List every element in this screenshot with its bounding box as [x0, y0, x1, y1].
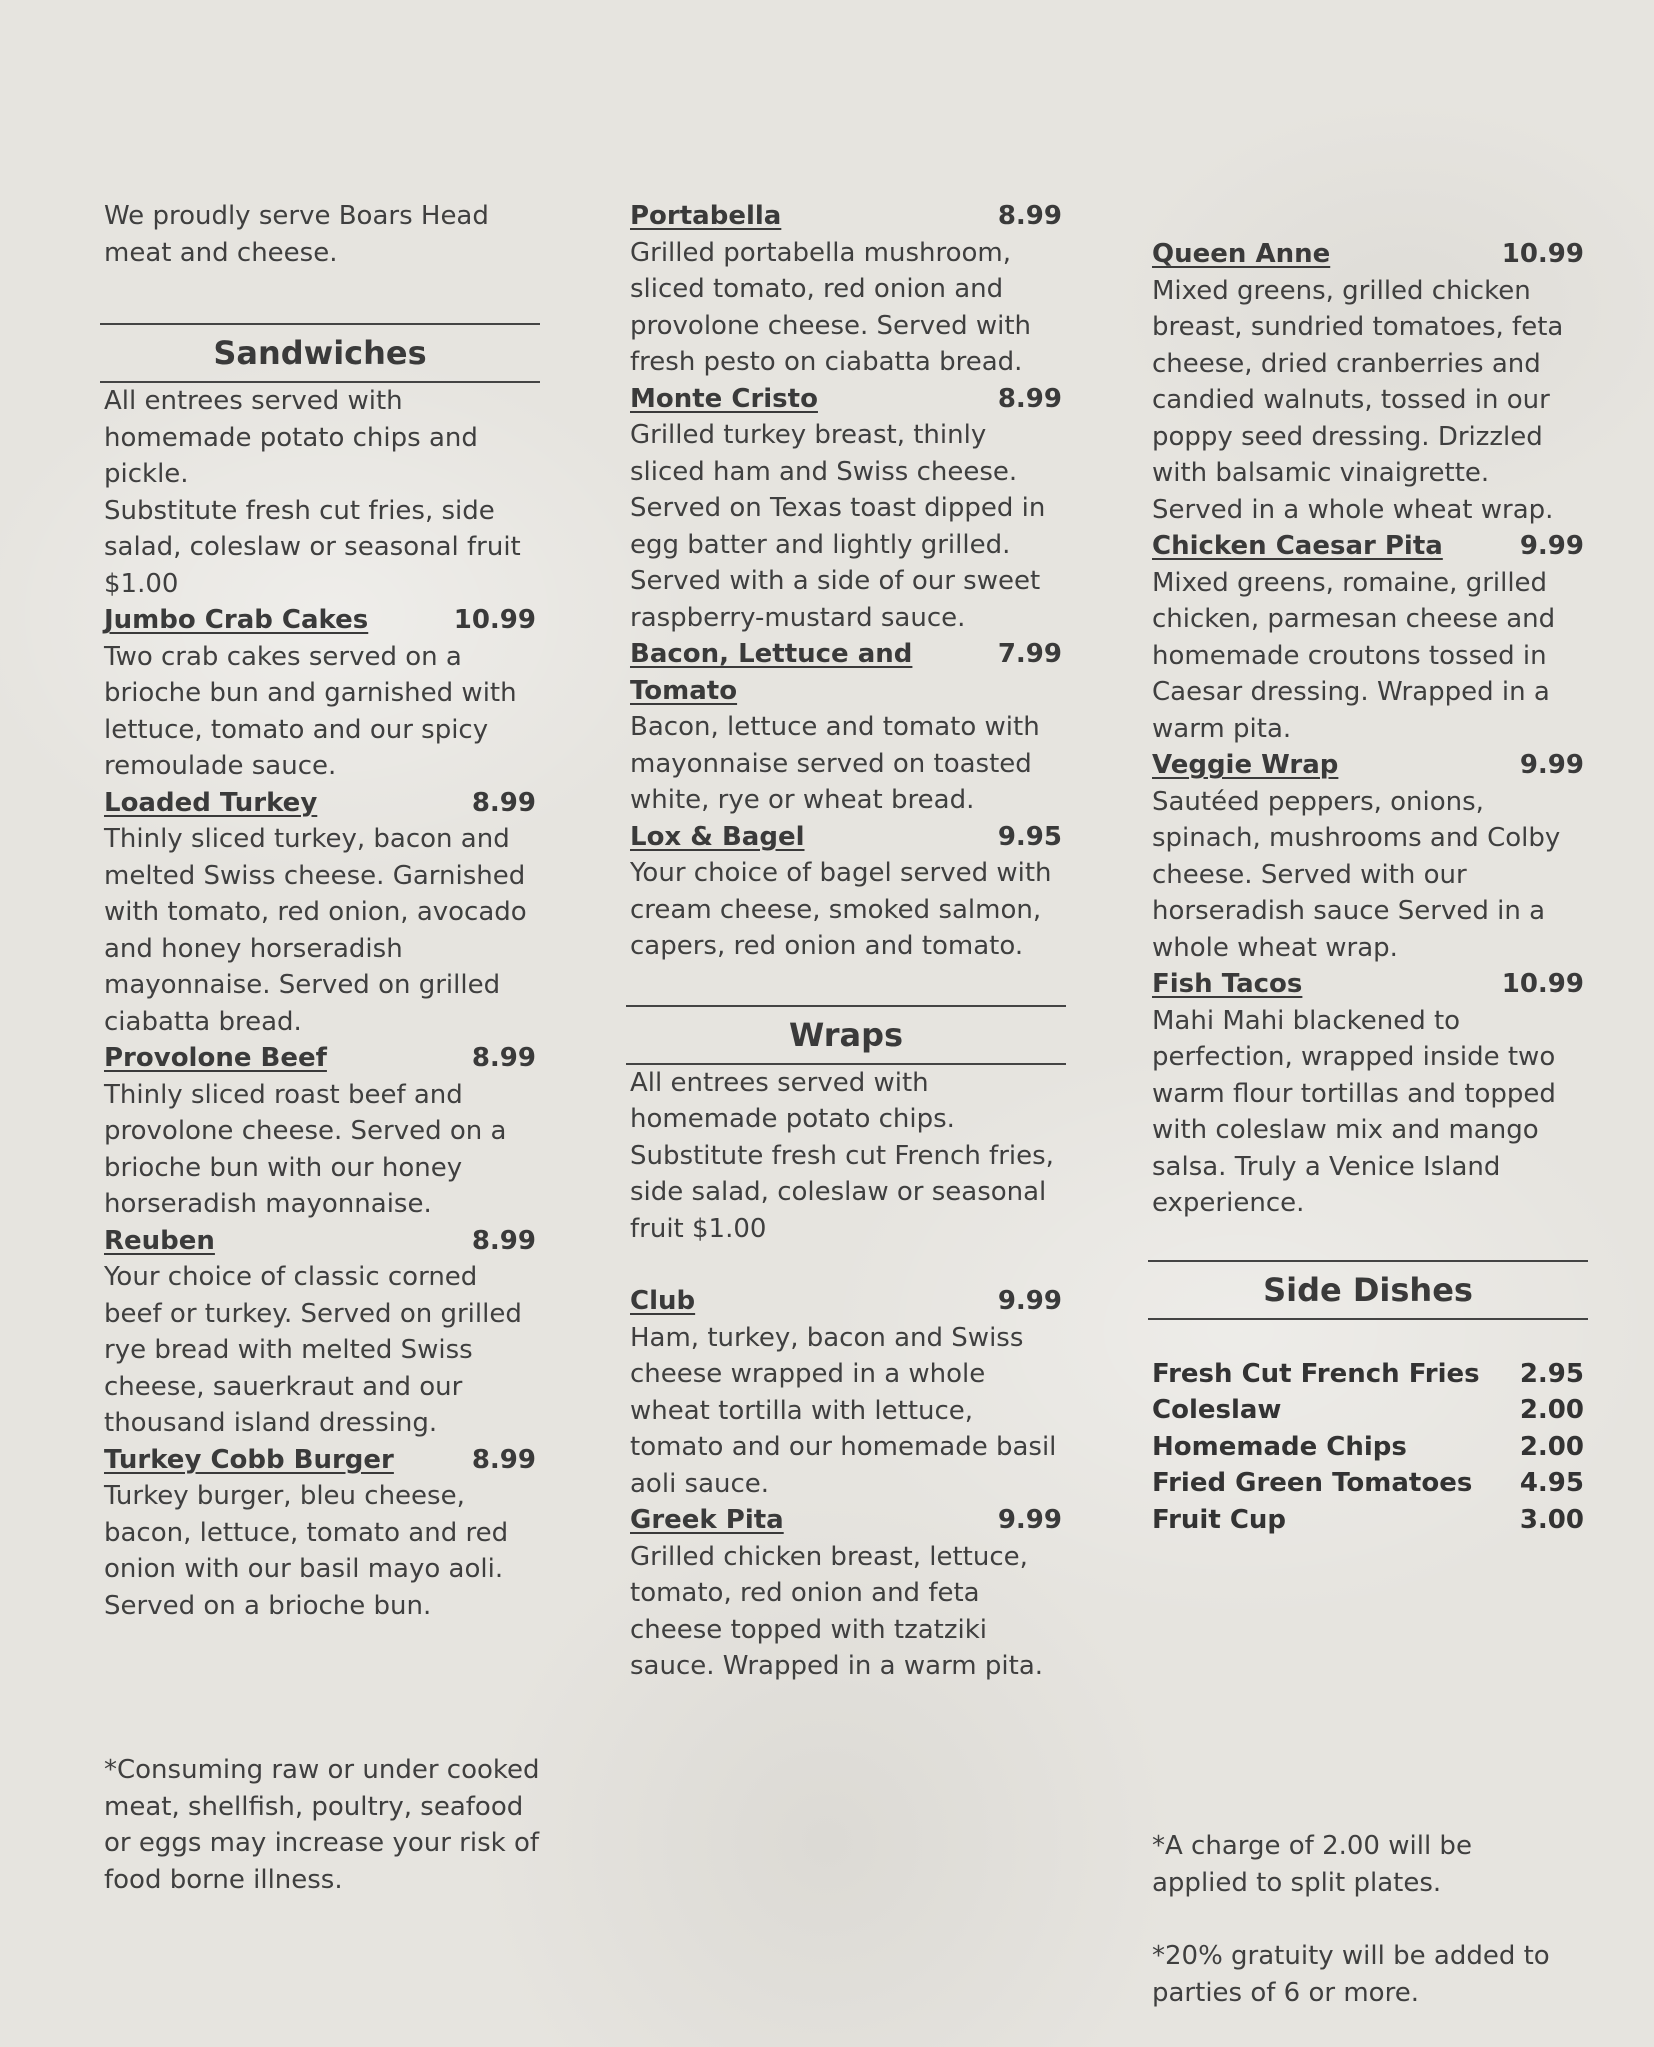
item-name: Queen Anne — [1152, 239, 1331, 269]
item-price: 8.99 — [471, 1043, 536, 1073]
sandwiches-note: All entrees served with homemade potato chips and pickle. — [104, 386, 478, 489]
item-name: Monte Cristo — [630, 383, 818, 414]
item-price: 8.99 — [997, 383, 1062, 414]
side-dish-row — [1152, 1502, 1584, 1539]
side-dish-name: Coleslaw — [1152, 1395, 1282, 1425]
menu-item — [1152, 747, 1584, 966]
menu-item — [104, 1223, 536, 1442]
item-description: Mixed greens, grilled chicken breast, sundried tomatoes, feta cheese, dried cranberries and candied walnuts, tossed in our poppy seed dressing. Drizzled with balsamic vinaigrette. Served in a whole wheat wrap. — [1152, 275, 1564, 525]
item-description: Two crab cakes served on a brioche bun and garnished with lettuce, tomato and our spicy remoulade sauce. — [104, 641, 517, 781]
menu-item — [630, 1283, 1062, 1502]
menu-item — [104, 1040, 536, 1223]
side-dish-name: Fried Green Tomatoes — [1152, 1468, 1473, 1498]
item-name: Bacon, Lettuce and Tomato — [630, 639, 913, 706]
split-plate-note: *A charge of 2.00 will be applied to split plates. — [1152, 1831, 1472, 1898]
item-name: Fish Tacos — [1152, 969, 1303, 999]
sandwiches-substitute: Substitute fresh cut fries, side salad, coleslaw or seasonal fruit $1.00 — [104, 495, 521, 599]
side-dish-row — [1152, 1429, 1584, 1466]
item-description: Grilled turkey breast, thinly sliced ham and Swiss cheese. Served on Texas toast dipped in egg batter and lightly grilled. Served with a side of our sweet raspberry-mustard sauce. — [630, 420, 1046, 633]
item-description: Thinly sliced turkey, bacon and melted Swiss cheese. Garnished with tomato, red onion, avocado and honey horseradish mayonnaise. Served on grilled ciabatta bread. — [104, 824, 527, 1037]
item-description: Mahi Mahi blackened to perfection, wrapped inside two warm flour tortillas and topped with coleslaw mix and mango salsa. Truly a Venice Island experience. — [1152, 1005, 1556, 1218]
item-price: 10.99 — [453, 605, 536, 635]
item-name: Jumbo Crab Cakes — [104, 605, 369, 635]
item-name: Club — [630, 1286, 696, 1316]
item-description: Your choice of bagel served with cream cheese, smoked salmon, capers, red onion and tomato. — [630, 858, 1052, 961]
menu-item — [630, 1502, 1062, 1685]
item-description: Sautéed peppers, onions, spinach, mushrooms and Colby cheese. Served with our horseradish sauce Served in a whole wheat wrap. — [1152, 786, 1561, 963]
side-dish-name: Homemade Chips — [1152, 1431, 1407, 1462]
menu-item — [630, 198, 1062, 381]
item-name: Provolone Beef — [104, 1043, 327, 1073]
item-description: Mixed greens, romaine, grilled chicken, parmesan cheese and homemade croutons tossed in Caesar dressing. Wrapped in a warm pita. — [1152, 567, 1556, 744]
item-price: 8.99 — [471, 1444, 536, 1475]
menu-item — [1152, 528, 1584, 747]
menu-item — [104, 1442, 536, 1625]
menu-item — [1152, 966, 1584, 1222]
item-price: 8.99 — [997, 201, 1062, 231]
side-dish-name: Fruit Cup — [1152, 1504, 1287, 1535]
side-dish-price: 4.95 — [1519, 1468, 1584, 1498]
gratuity-note: *20% gratuity will be added to parties of 6 or more. — [1152, 1941, 1550, 2008]
menu-item — [630, 819, 1062, 965]
item-description: Thinly sliced roast beef and provolone cheese. Served on a brioche bun with our honey horseradish mayonnaise. — [104, 1079, 507, 1219]
intro-text: We proudly serve Boars Head meat and cheese. — [104, 201, 489, 268]
wraps-title: Wraps — [788, 1015, 904, 1054]
item-description: Grilled chicken breast, lettuce, tomato, red onion and feta cheese topped with tzatziki sauce. Wrapped in a warm pita. — [630, 1541, 1044, 1681]
item-price: 9.99 — [997, 1505, 1062, 1535]
item-name: Portabella — [630, 201, 782, 231]
menu-item — [630, 381, 1062, 637]
item-name: Veggie Wrap — [1152, 750, 1339, 780]
menu-item — [104, 602, 536, 785]
sides-title: Side Dishes — [1263, 1270, 1473, 1309]
wraps-note: All entrees served with homemade potato chips. — [630, 1067, 955, 1134]
side-dish-row — [1152, 1356, 1584, 1393]
item-price: 9.99 — [997, 1286, 1062, 1316]
item-description: Your choice of classic corned beef or turkey. Served on grilled rye bread with melted Swiss cheese, sauerkraut and our thousand island dressing. — [104, 1262, 522, 1438]
side-dish-row — [1152, 1392, 1584, 1429]
item-name: Lox & Bagel — [630, 821, 805, 852]
item-name: Turkey Cobb Burger — [104, 1444, 394, 1475]
side-dish-price: 2.00 — [1519, 1395, 1584, 1425]
item-name: Reuben — [104, 1225, 215, 1256]
side-dish-name: Fresh Cut French Fries — [1152, 1358, 1480, 1389]
item-price: 10.99 — [1501, 969, 1584, 999]
column-left — [104, 198, 536, 1624]
raw-food-warning: *Consuming raw or under cooked meat, shellfish, poultry, seafood or eggs may increase your risk of food borne illness. — [104, 1755, 540, 1895]
item-price: 7.99 — [997, 639, 1062, 669]
item-description: Ham, turkey, bacon and Swiss cheese wrapped in a whole wheat tortilla with lettuce, tomato and our homemade basil aoli sauce. — [630, 1322, 1057, 1499]
side-dish-price: 3.00 — [1519, 1504, 1584, 1535]
item-price: 10.99 — [1501, 239, 1584, 269]
column-right — [1152, 236, 1584, 1538]
item-name: Loaded Turkey — [104, 787, 318, 818]
item-price: 8.99 — [471, 1225, 536, 1256]
side-dish-price: 2.95 — [1519, 1358, 1584, 1389]
item-description: Grilled portabella mushroom, sliced tomato, red onion and provolone cheese. Served with fresh pesto on ciabatta bread. — [630, 237, 1032, 377]
menu-item — [104, 785, 536, 1041]
item-name: Chicken Caesar Pita — [1152, 531, 1443, 561]
side-dish-row — [1152, 1465, 1584, 1502]
menu-item — [630, 636, 1062, 819]
item-price: 9.99 — [1519, 531, 1584, 561]
item-description: Turkey burger, bleu cheese, bacon, lettuce, tomato and red onion with our basil mayo aoli. Served on a brioche bun. — [104, 1481, 509, 1621]
menu-item — [1152, 236, 1584, 528]
item-name: Greek Pita — [630, 1505, 784, 1535]
item-description: Bacon, lettuce and tomato with mayonnaise served on toasted white, rye or wheat bread. — [630, 712, 1040, 815]
column-middle — [630, 198, 1062, 1685]
item-price: 8.99 — [471, 787, 536, 818]
item-price: 9.95 — [997, 821, 1062, 852]
wraps-substitute: Substitute fresh cut French fries, side salad, coleslaw or seasonal fruit $1.00 — [630, 1140, 1054, 1244]
item-price: 9.99 — [1519, 750, 1584, 780]
side-dish-price: 2.00 — [1519, 1431, 1584, 1462]
sandwiches-title: Sandwiches — [213, 334, 427, 372]
